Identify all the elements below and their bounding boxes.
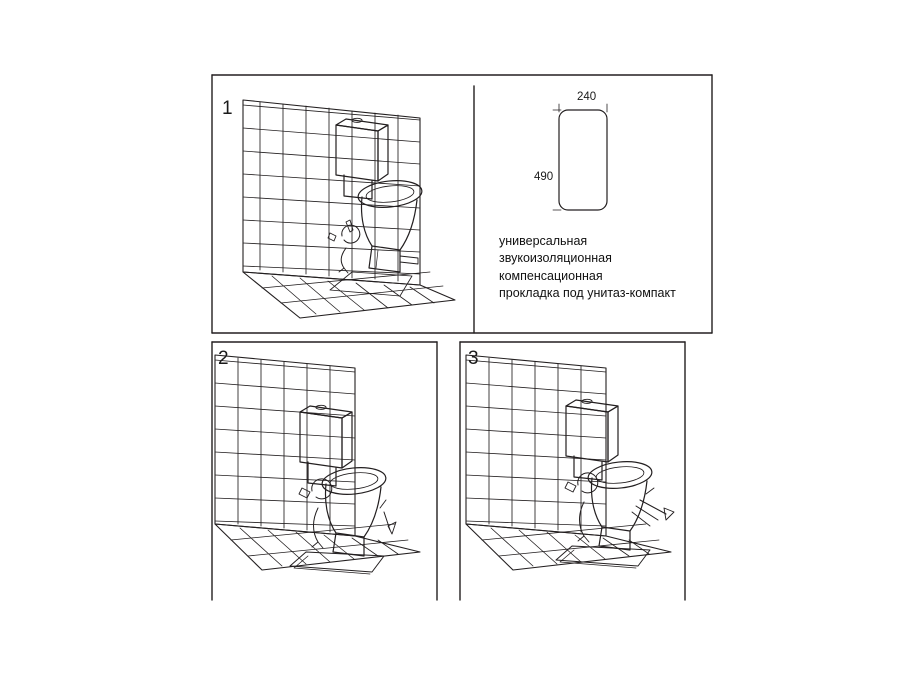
panel-3-scene	[466, 355, 674, 570]
gasket-drawing	[553, 104, 607, 210]
caption-line-3: компенсационная	[499, 268, 603, 283]
step-3-number: 3	[468, 348, 479, 369]
panel-1-scene	[243, 100, 455, 318]
gasket-height-dimension: 490	[534, 171, 554, 183]
panel-2-scene	[215, 355, 420, 574]
step-1-number: 1	[222, 98, 233, 119]
caption-line-4: прокладка под унитаз-компакт	[499, 286, 676, 301]
gasket-width-dimension: 240	[577, 91, 597, 103]
step-2-number: 2	[218, 348, 229, 369]
caption-line-2: звукоизоляционная	[499, 251, 612, 266]
caption-line-1: универсальная	[499, 234, 588, 248]
gasket-caption	[499, 233, 729, 303]
panel-frame-lines	[212, 75, 712, 600]
